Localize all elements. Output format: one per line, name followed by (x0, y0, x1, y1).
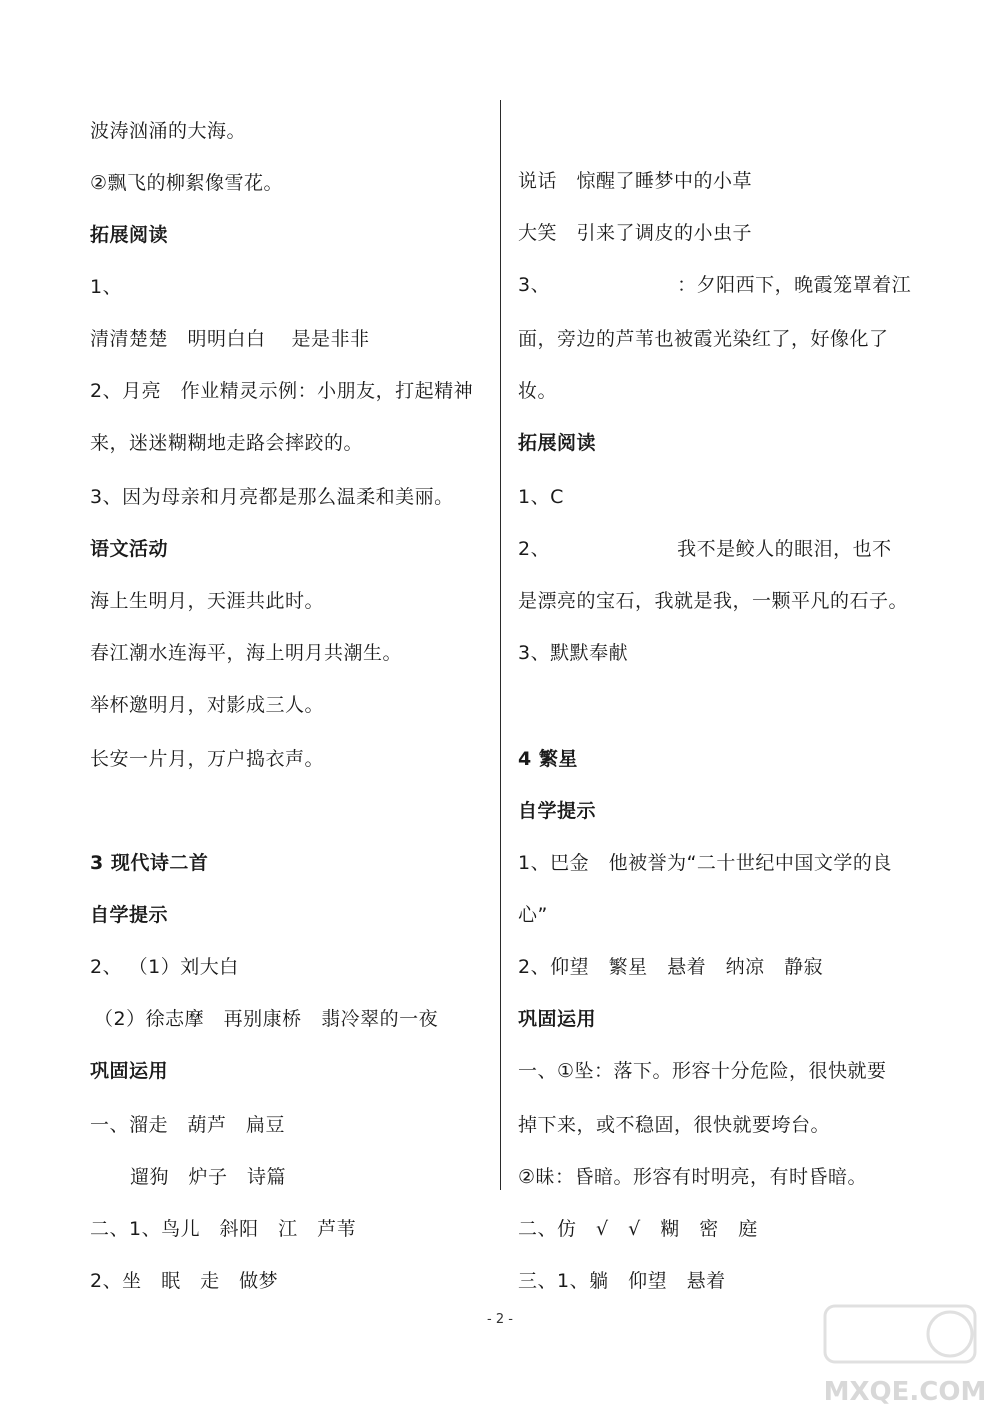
lesson-title: 4 繁星 (518, 748, 578, 770)
left-line: 长安一片月，万户捣衣声。 (90, 748, 325, 770)
right-line: 一、①坠：落下。形容十分危险，很快就要 (518, 1060, 887, 1082)
left-line: 1、 (90, 276, 123, 298)
left-line: 2、坐 眠 走 做梦 (90, 1270, 279, 1292)
column-divider (500, 100, 501, 1190)
right-line: 2、仰望 繁星 悬着 纳凉 静寂 (518, 956, 824, 978)
right-line: ②昧：昏暗。形容有时明亮，有时昏暗。 (518, 1166, 868, 1188)
right-line: 三、1、躺 仰望 悬着 (518, 1270, 726, 1292)
right-line: 1、巴金 他被誉为“二十世纪中国文学的良 (518, 852, 892, 874)
right-line: 心” (518, 904, 548, 926)
right-line: 面，旁边的芦苇也被霞光染红了，好像化了 (518, 328, 889, 350)
left-line: 春江潮水连海平，海上明月共潮生。 (90, 642, 403, 664)
left-line: 二、1、鸟儿 斜阳 江 芦苇 (90, 1218, 357, 1240)
left-line: 2、月亮 作业精灵示例：小朋友，打起精神 (90, 380, 474, 402)
right-line: 3、默默奉献 (518, 642, 629, 664)
section-heading: 自学提示 (518, 800, 597, 822)
left-line: 2、 （1）刘大白 (90, 956, 239, 978)
left-line: 清清楚楚 明明白白 是是非非 (90, 328, 370, 350)
left-line: 海上生明月，天涯共此时。 (90, 590, 325, 612)
left-line: 波涛汹涌的大海。 (90, 120, 247, 142)
right-line: 二、仿 √ √ 糊 密 庭 (518, 1218, 758, 1240)
right-line: 说话 惊醒了睡梦中的小草 (518, 170, 753, 192)
section-heading: 巩固运用 (518, 1008, 597, 1030)
left-line: ②飘飞的柳絮像雪花。 (90, 172, 284, 194)
left-line: 来，迷迷糊糊地走路会摔跤的。 (90, 432, 364, 454)
watermark-logo (815, 1300, 995, 1410)
right-line: 1、C (518, 486, 564, 508)
right-line: 大笑 引来了调皮的小虫子 (518, 222, 753, 244)
left-line: （2）徐志摩 再别康桥 翡冷翠的一夜 (94, 1008, 439, 1030)
left-line: 一、溜走 葫芦 扁豆 (90, 1114, 286, 1136)
right-line: 掉下来，或不稳固，很快就要垮台。 (518, 1114, 831, 1136)
section-heading: 语文活动 (90, 538, 169, 560)
section-heading: 巩固运用 (90, 1060, 169, 1082)
right-line: 2、 我不是鲛人的眼泪，也不 (518, 538, 892, 560)
right-line: 3、 ：夕阳西下，晚霞笼罩着江 (518, 274, 912, 296)
section-heading: 拓展阅读 (90, 224, 169, 246)
section-heading: 拓展阅读 (518, 432, 597, 454)
right-line: 妆。 (518, 380, 558, 402)
section-heading: 自学提示 (90, 904, 169, 926)
page-number: - 2 - (487, 1312, 513, 1327)
left-line: 3、因为母亲和月亮都是那么温柔和美丽。 (90, 486, 454, 508)
watermark-text: MXQE.COM (823, 1377, 987, 1407)
right-line: 是漂亮的宝石，我就是我，一颗平凡的石子。 (518, 590, 909, 612)
lesson-title: 3 现代诗二首 (90, 852, 209, 874)
left-line: 举杯邀明月，对影成三人。 (90, 694, 325, 716)
left-line: 遛狗 炉子 诗篇 (130, 1166, 287, 1188)
